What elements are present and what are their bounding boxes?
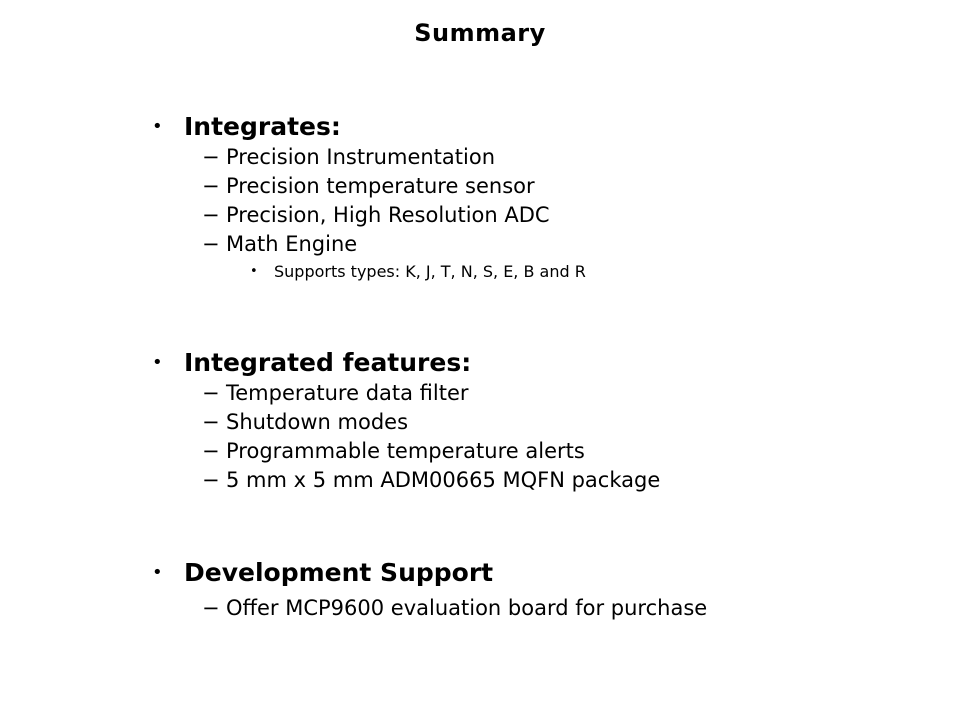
list-item-text: Math Engine — [226, 232, 358, 256]
bullet-icon: • — [152, 352, 163, 373]
dash-icon: − — [202, 145, 220, 169]
sub-list-item-text: Supports types: K, J, T, N, S, E, B and R — [274, 262, 586, 281]
list-item — [152, 172, 586, 201]
bullet-icon: • — [152, 562, 163, 583]
section-heading-text: Integrates: — [184, 112, 341, 141]
dash-icon: − — [202, 174, 220, 198]
list-item-text: Precision, High Resolution ADC — [226, 203, 550, 227]
list-item — [152, 466, 660, 495]
dash-icon: − — [202, 203, 220, 227]
slide-title: Summary — [414, 19, 546, 47]
section-heading-text: Development Support — [184, 558, 494, 587]
list-item — [152, 143, 586, 172]
list-item — [152, 437, 660, 466]
list-item — [152, 230, 586, 259]
section-heading — [152, 347, 660, 379]
list-item-text: 5 mm x 5 mm ADM00665 MQFN package — [226, 468, 661, 492]
list-item-text: Programmable temperature alerts — [226, 439, 585, 463]
sub-list-item — [152, 259, 586, 285]
section-integrated-features — [152, 347, 660, 495]
bullet-icon: • — [250, 264, 258, 279]
section-development-support — [152, 557, 707, 623]
section-heading — [152, 111, 586, 143]
list-item-text: Shutdown modes — [226, 410, 409, 434]
list-item-text: Temperature data filter — [226, 381, 469, 405]
dash-icon: − — [202, 596, 220, 620]
dash-icon: − — [202, 381, 220, 405]
list-item-text: Precision temperature sensor — [226, 174, 535, 198]
list-item-text: Precision Instrumentation — [226, 145, 496, 169]
section-heading-text: Integrated features: — [184, 348, 472, 377]
list-item — [152, 379, 660, 408]
list-item — [152, 594, 707, 623]
section-integrates — [152, 111, 586, 285]
bullet-icon: • — [152, 116, 163, 137]
list-item-text: Offer MCP9600 evaluation board for purchase — [226, 596, 708, 620]
dash-icon: − — [202, 439, 220, 463]
dash-icon: − — [202, 468, 220, 492]
dash-icon: − — [202, 232, 220, 256]
list-item — [152, 201, 586, 230]
list-item — [152, 408, 660, 437]
section-heading — [152, 557, 707, 589]
dash-icon: − — [202, 410, 220, 434]
